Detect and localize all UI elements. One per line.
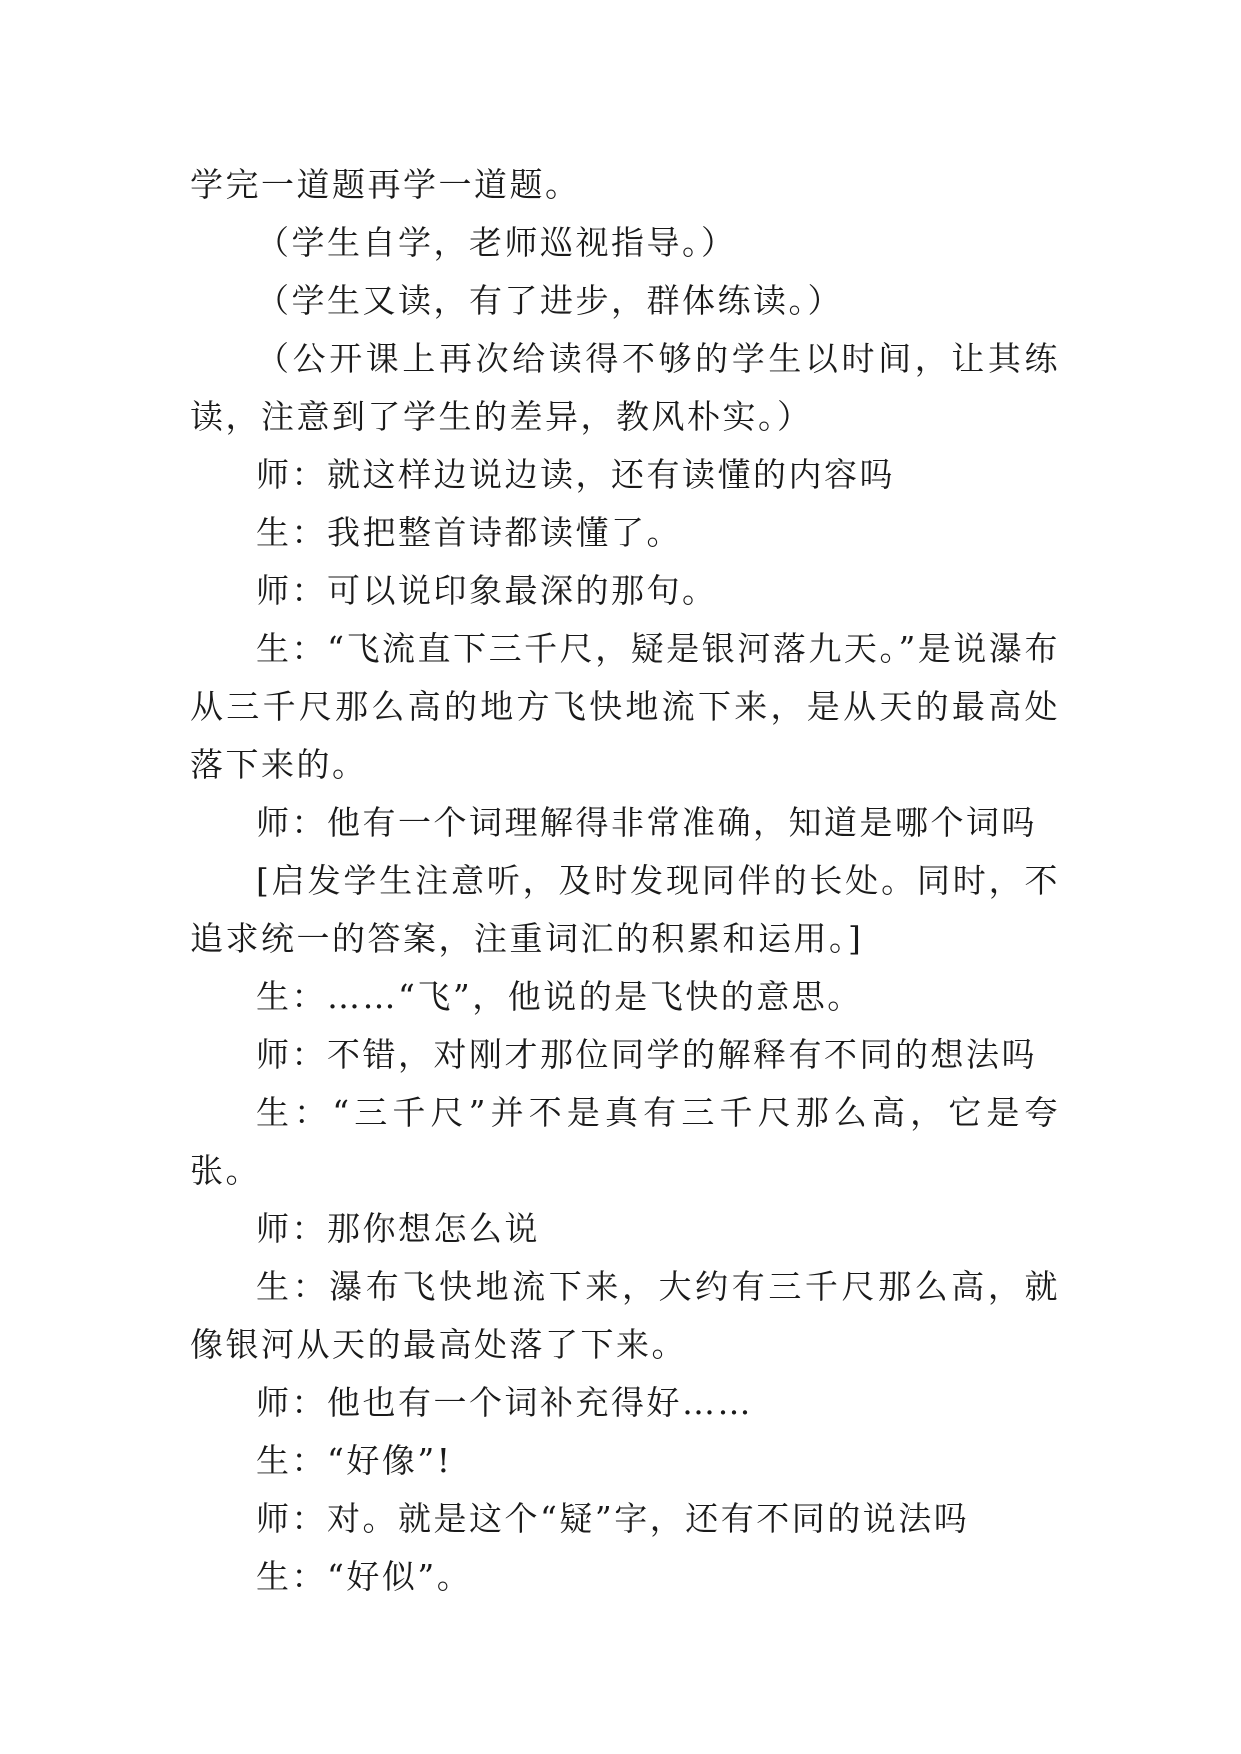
paragraph: （学生又读，有了进步，群体练读。） xyxy=(256,281,843,320)
paragraph: 师：不错，对刚才那位同学的解释有不同的想法吗 xyxy=(256,1035,1037,1074)
paragraph: 师：就这样边说边读，还有读懂的内容吗 xyxy=(256,455,895,494)
paragraph: （学生自学，老师巡视指导。） xyxy=(256,223,737,262)
paragraph: 师：那你想怎么说 xyxy=(256,1209,540,1248)
paragraph: 师：可以说印象最深的那句。 xyxy=(256,571,718,610)
paragraph: 学完一道题再学一道题。 xyxy=(190,165,581,204)
paragraph: 生：“飞流直下三千尺，疑是银河落九天。”是说瀑布从三千尺那么高的地方飞快地流下来，是从天的最高处落下来的。 xyxy=(190,629,1060,784)
document-body xyxy=(190,156,1060,1606)
paragraph: 生：“好似”。 xyxy=(256,1557,473,1596)
paragraph: 生：我把整首诗都读懂了。 xyxy=(256,513,682,552)
paragraph: [启发学生注意听，及时发现同伴的长处。同时，不追求统一的答案，注重词汇的积累和运用。] xyxy=(190,861,1060,958)
paragraph: 师：对。就是这个“疑”字，还有不同的说法吗 xyxy=(256,1499,970,1538)
paragraph: 生：……“飞”，他说的是飞快的意思。 xyxy=(256,977,863,1016)
paragraph: 师：他有一个词理解得非常准确，知道是哪个词吗 xyxy=(256,803,1037,842)
paragraph: （公开课上再次给读得不够的学生以时间，让其练读，注意到了学生的差异，教风朴实。） xyxy=(190,339,1060,436)
paragraph: 师：他也有一个词补充得好…… xyxy=(256,1383,753,1422)
paragraph: 生：“三千尺”并不是真有三千尺那么高，它是夸张。 xyxy=(190,1093,1060,1190)
paragraph: 生：瀑布飞快地流下来，大约有三千尺那么高，就像银河从天的最高处落了下来。 xyxy=(190,1267,1060,1364)
paragraph: 生：“好像”! xyxy=(256,1441,453,1480)
